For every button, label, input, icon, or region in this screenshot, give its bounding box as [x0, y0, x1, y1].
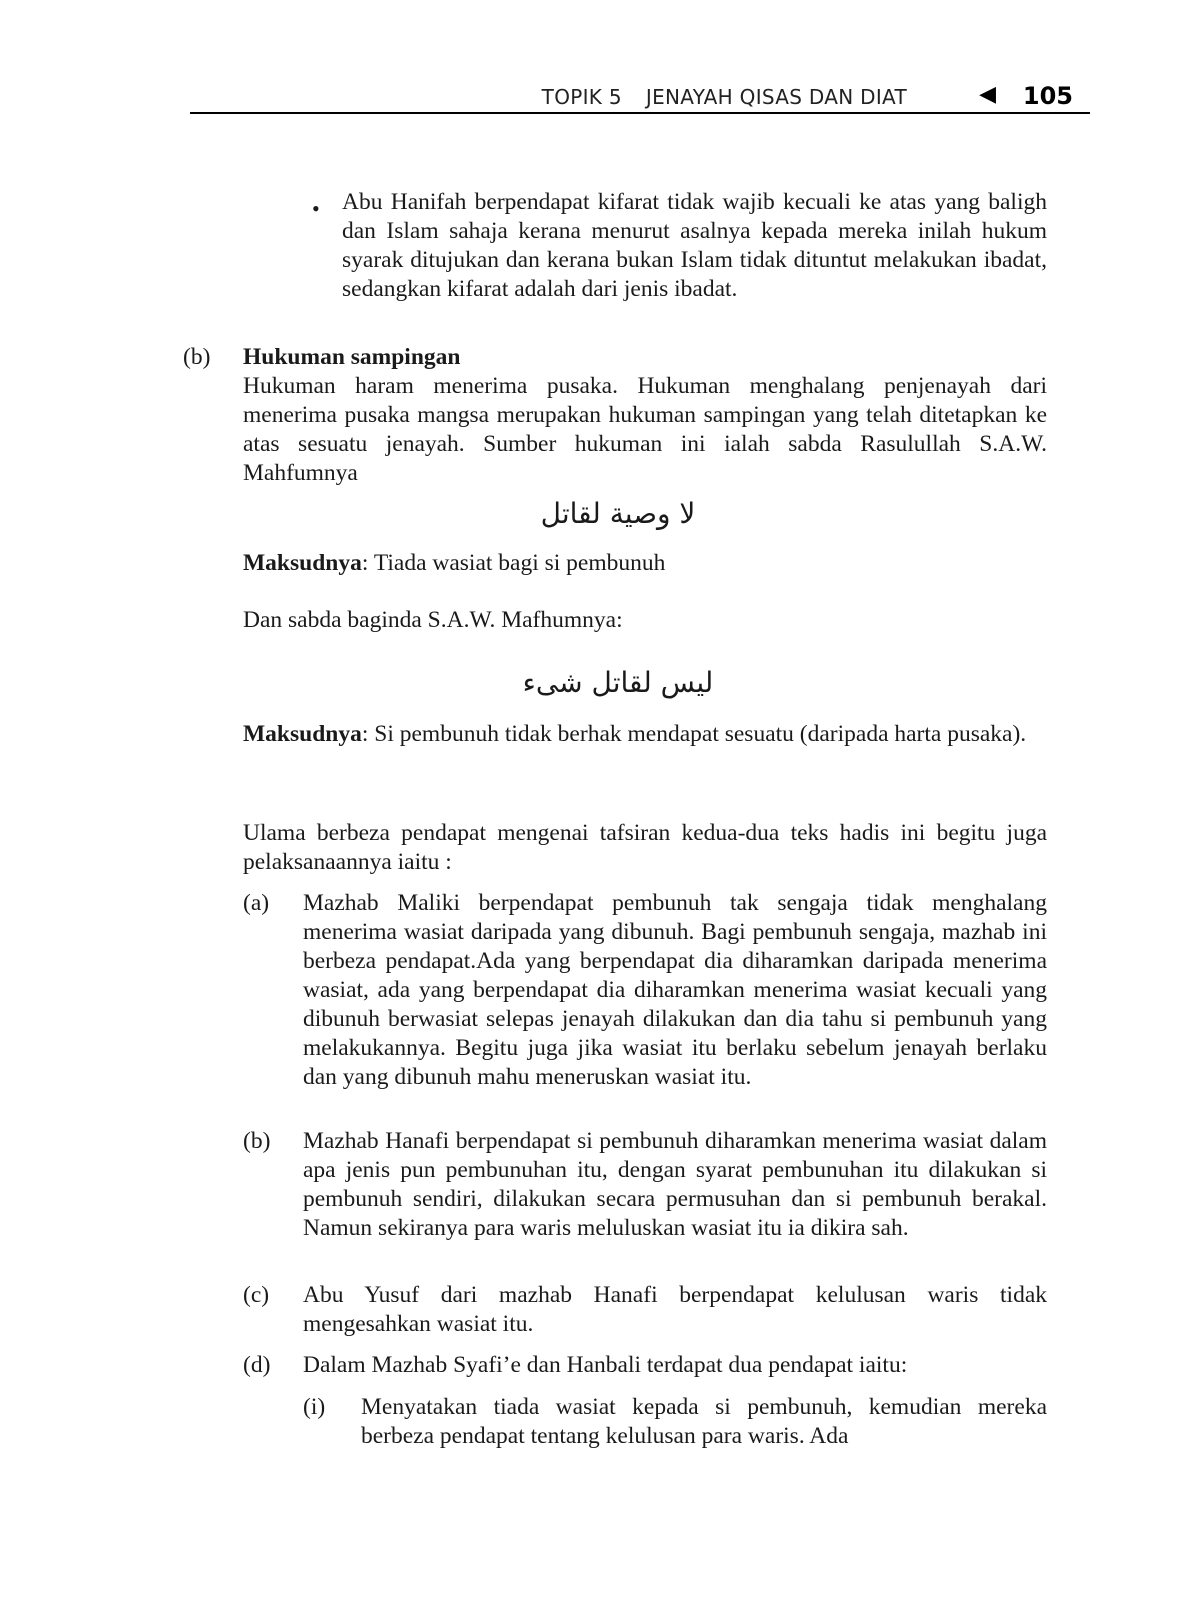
section-heading: Hukuman sampingan: [243, 344, 461, 370]
list-item: Dalam Mazhab Syafi’e dan Hanbali terdapat dua pendapat iaitu:: [303, 1352, 908, 1378]
hadith-2-meaning: [243, 720, 1047, 749]
meaning-text: : Tiada wasiat bagi si pembunuh: [361, 550, 666, 576]
intro-paragraph: Ulama berbeza pendapat mengenai tafsiran kedua-dua teks hadis ini begitu juga pelaksanaannya iaitu :: [243, 820, 1047, 875]
arabic-hadith-1: لا وصية لقاتل: [540, 497, 696, 530]
section-marker: (b): [183, 344, 211, 370]
sub-list-marker: (i): [303, 1394, 326, 1420]
bullet-paragraph: Abu Hanifah berpendapat kifarat tidak wajib kecuali ke atas yang baligh dan Islam sahaja kerana menurut asalnya kepada mereka inilah hukum syarak ditujukan dan kerana bukan Islam tidak dituntut melakukan ibadat, sedangkan kifarat adalah dari jenis ibadat.: [342, 189, 1047, 302]
bullet-icon: •: [312, 196, 320, 221]
meaning-label: Maksudnya: [243, 550, 362, 576]
triangle-left-icon: ◀: [979, 82, 996, 107]
header-topic: [542, 85, 907, 109]
list-marker: (c): [243, 1282, 270, 1308]
list-item: Mazhab Maliki berpendapat pembunuh tak sengaja tidak menghalang menerima wasiat daripada yang dibunuh. Bagi pembunuh sengaja, mazhab ini berbeza pendapat.Ada yang berpendapat dia diharamkan daripada menerima wasiat, ada yang berpendapat dia diharamkan menerima wasiat kecuali yang dibunuh berwasiat selepas jenayah dilakukan dan dia tahu si pembunuh yang melakukannya. Begitu juga jika wasiat itu berlaku sebelum jenayah berlaku dan yang dibunuh mahu meneruskan wasiat itu.: [303, 890, 1047, 1090]
list-marker: (d): [243, 1352, 271, 1378]
meaning-text: : Si pembunuh tidak berhak mendapat sesuatu (daripada harta pusaka).: [361, 721, 1027, 747]
meaning-label: Maksudnya: [243, 721, 362, 747]
topic-label: TOPIK 5: [541, 85, 622, 109]
arabic-hadith-2: ليس لقاتل شىء: [522, 666, 714, 699]
sub-list-item: Menyatakan tiada wasiat kepada si pembunuh, kemudian mereka berbeza pendapat tentang kelulusan para waris. Ada: [361, 1394, 1047, 1449]
transition-text: Dan sabda baginda S.A.W. Mafhumnya:: [243, 607, 623, 633]
running-header: [190, 82, 1090, 114]
list-marker: (a): [243, 890, 270, 916]
topic-title: JENAYAH QISAS DAN DIAT: [645, 85, 907, 109]
list-item: Mazhab Hanafi berpendapat si pembunuh diharamkan menerima wasiat dalam apa jenis pun pembunuhan itu, dengan syarat pembunuhan itu dilakukan si pembunuh sendiri, dilakukan secara permusuhan dan si pembunuh berakal. Namun sekiranya para waris meluluskan wasiat itu ia dikira sah.: [303, 1128, 1047, 1241]
section-body: Hukuman haram menerima pusaka. Hukuman menghalang penjenayah dari menerima pusaka mangsa merupakan hukuman sampingan yang telah ditetapkan ke atas sesuatu jenayah. Sumber hukuman ini ialah sabda Rasulullah S.A.W. Mahfumnya: [243, 373, 1047, 486]
page-number: 105: [1022, 82, 1073, 110]
list-item: Abu Yusuf dari mazhab Hanafi berpendapat kelulusan waris tidak mengesahkan wasiat itu.: [303, 1282, 1047, 1337]
hadith-1-meaning: [243, 549, 1047, 578]
list-marker: (b): [243, 1128, 271, 1154]
